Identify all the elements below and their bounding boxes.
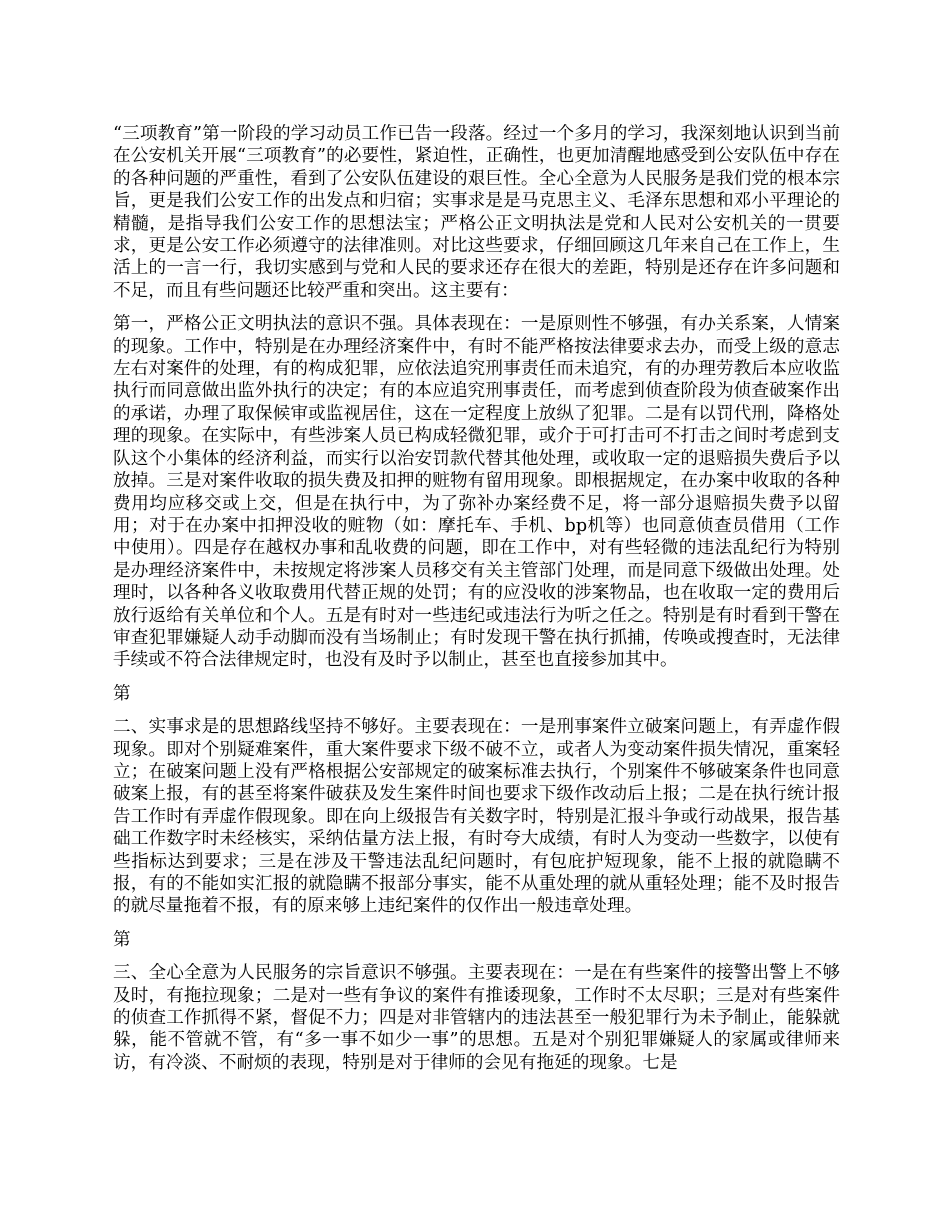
paragraph-heading-fragment: 第 (113, 683, 131, 704)
paragraph-third-issue: 三、全心全意为人民服务的宗旨意识不够强。主要表现在：一是在有些案件的接警出警上不够及时，有拖拉现象；二是对一些有争议的案件有推诿现象，工作时不太尽职；三是对有些案件的侦查工作抓得不紧，督促不力；四是对非管辖内的违法甚至一般犯罪行为未予制止，能躲就躲，能不管就不管，有“多一事不如少一事”的思想。五是对个别犯罪嫌疑人的家属或律师来访，有冷淡、不耐烦的表现，特别是对于律师的会见有拖延的现象。七是 (113, 963, 840, 1073)
paragraph-second-issue: 二、实事求是的思想路线坚持不够好。主要表现在：一是刑事案件立破案问题上，有弄虚作假现象。即对个别疑难案件，重大案件要求下级不破不立，或者人为变动案件损失情况，重案轻立；在破案问题上没有严格根据公安部规定的破案标准去执行，个别案件不够破案条件也同意破案上报，有的甚至将案件破获及发生案件时间也要求下级作改动后上报；二是在执行统计报告工作时有弄虚作假现象。即在向上级报告有关数字时，特别是汇报斗争或行动战果，报告基础工作数字时未经核实，采纳估量方法上报，有时夸大成绩，有时人为变动一些数字，以使有些指标达到要求；三是在涉及干警违法乱纪问题时，有包庇护短现象，能不上报的就隐瞒不报，有的不能如实汇报的就隐瞒不报部分事实，能不从重处理的就从重轻处理；能不及时报告的就尽量拖着不报，有的原来够上违纪案件的仅作出一般违章处理。 (113, 717, 840, 917)
paragraph-intro: “三项教育”第一阶段的学习动员工作已告一段落。经过一个多月的学习，我深刻地认识到当前在公安机关开展“三项教育”的必要性，紧迫性，正确性，也更加清醒地感受到公安队伍中存在的各种问题的严重性，看到了公安队伍建设的艰巨性。全心全意为人民服务是我们党的根本宗旨，更是我们公安工作的出发点和归宿；实事求是是马克思主义、毛泽东思想和邓小平理论的精髓，是指导我们公安工作的思想法宝；严格公正文明执法是党和人民对公安机关的一贯要求，更是公安工作必须遵守的法律准则。对比这些要求，仔细回顾这几年来自己在工作上，生活上的一言一行，我切实感到与党和人民的要求还存在很大的差距，特别是还存在许多问题和不足，而且有些问题还比较严重和突出。这主要有： (113, 124, 840, 301)
document-body (113, 123, 840, 1085)
paragraph-first-issue: 第一，严格公正文明执法的意识不强。具体表现在：一是原则性不够强，有办关系案，人情案的现象。工作中，特别是在办理经济案件中，有时不能严格按法律要求去办，而受上级的意志左右对案件的处理，有的构成犯罪，应依法追究刑事责任而未追究，有的办理劳教后本应收监执行而同意做出监外执行的决定；有的本应追究刑事责任，而考虑到侦查阶段为侦查破案作出的承诺，办理了取保候审或监视居住，这在一定程度上放纵了犯罪。二是有以罚代刑，降格处理的现象。在实际中，有些涉案人员已构成轻微犯罪，或介于可打击可不打击之间时考虑到支队这个小集体的经济利益，而实行以治安罚款代替其他处理，或收取一定的退赔损失费后予以放掉。三是对案件收取的损失费及扣押的赃物有留用现象。即根据规定，在办案中收取的各种费用均应移交或上交，但是在执行中，为了弥补办案经费不足，将一部分退赔损失费予以留用；对于在办案中扣押没收的赃物（如：摩托车、手机、bp机等）也同意侦查员借用（工作中使用）。四是存在越权办事和乱收费的问题，即在工作中，对有些轻微的违法乱纪行为特别是办理经济案件中，未按规定将涉案人员移交有关主管部门处理，而是同意下级做出处理。处理时，以各种各义收取费用代替正规的处罚；有的应没收的涉案物品，也在收取一定的费用后放行返给有关单位和个人。五是有时对一些违纪或违法行为听之任之。特别是有时看到干警在审查犯罪嫌疑人动手动脚而没有当场制止；有时发现干警在执行抓捕，传唤或搜查时，无法律手续或不符合法律规定时，也没有及时予以制止，甚至也直接参加其中。 (113, 314, 840, 671)
paragraph-heading-fragment: 第 (113, 929, 131, 950)
